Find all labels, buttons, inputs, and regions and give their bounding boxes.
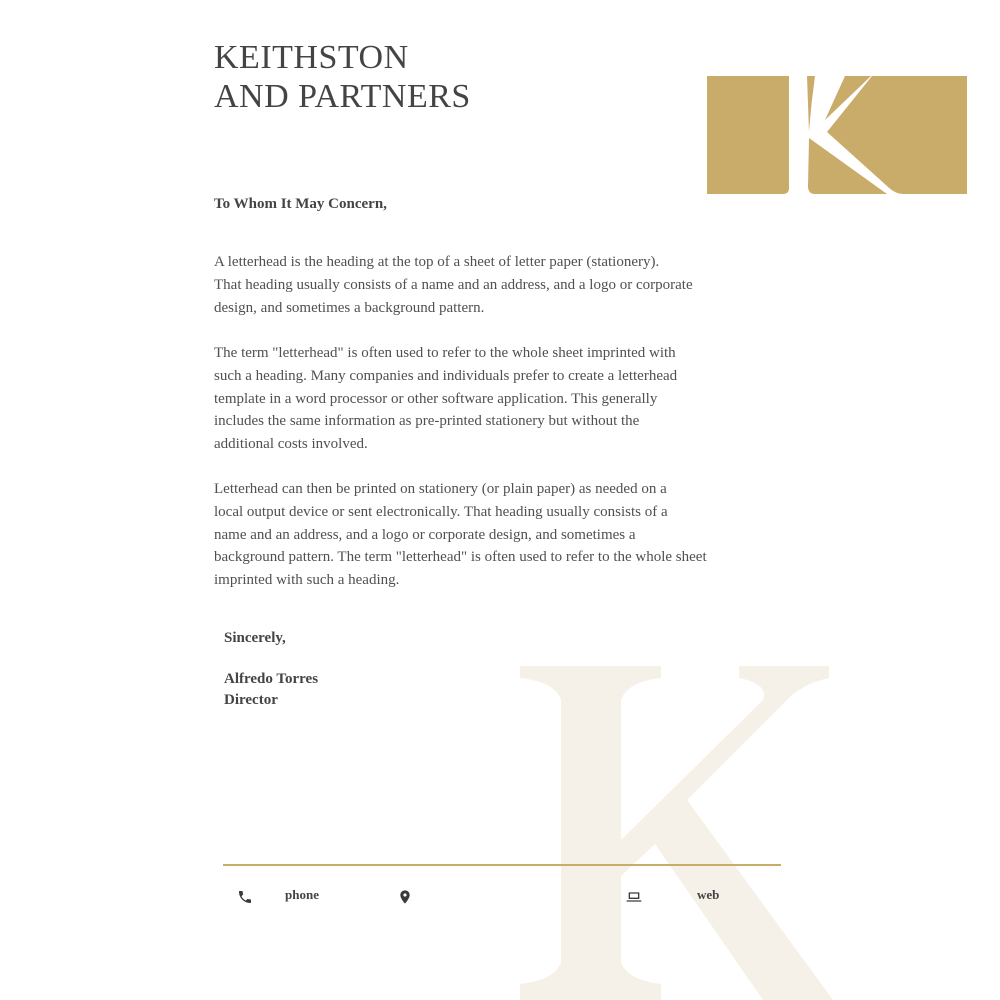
paragraph-line: imprinted with such a heading. <box>214 572 400 589</box>
paragraph-line: template in a word processor or other software application. This generally <box>214 390 658 407</box>
footer-phone: phone <box>285 887 319 902</box>
paragraph-line: local output device or sent electronically. That heading usually consists of a <box>214 503 668 520</box>
closing: Sincerely, <box>224 630 286 646</box>
company-name <box>214 38 471 116</box>
paragraph-line: A letterhead is the heading at the top of a sheet of letter paper (stationery). <box>214 254 660 270</box>
location-pin-icon <box>397 889 413 905</box>
paragraph-line: background pattern. The term "letterhead" is often used to refer to the whole sheet <box>214 549 707 566</box>
k-watermark-icon <box>515 662 835 1000</box>
paragraph-3 <box>214 478 784 592</box>
paragraph-line: name and an address, and a logo or corporate design, and sometimes a <box>214 526 636 543</box>
paragraph-line: Letterhead can then be printed on stationery (or plain paper) as needed on a <box>214 481 667 497</box>
paragraph-2 <box>214 342 784 456</box>
paragraph-line: That heading usually consists of a name and an address, and a logo or corporate <box>214 276 693 293</box>
laptop-icon <box>626 889 642 905</box>
signer-name: Alfredo Torres <box>224 671 319 687</box>
footer-divider <box>223 864 781 866</box>
paragraph-line: additional costs involved. <box>214 436 368 453</box>
paragraph-1 <box>214 251 784 319</box>
paragraph-line: such a heading. Many companies and individuals prefer to create a letterhead <box>214 367 678 384</box>
signer-title: Director <box>224 692 278 708</box>
paragraph-line: design, and sometimes a background pattern. <box>214 299 485 316</box>
phone-icon <box>237 889 253 905</box>
k-monogram-icon <box>707 76 967 194</box>
paragraph-line: includes the same information as pre-printed stationery but without the <box>214 413 640 430</box>
company-name-line-1: KEITHSTON <box>214 39 409 76</box>
footer-web: web <box>697 887 720 902</box>
paragraph-line: The term "letterhead" is often used to refer to the whole sheet imprinted with <box>214 345 676 361</box>
company-name-line-2: AND PARTNERS <box>214 78 471 115</box>
salutation: To Whom It May Concern, <box>214 196 387 212</box>
